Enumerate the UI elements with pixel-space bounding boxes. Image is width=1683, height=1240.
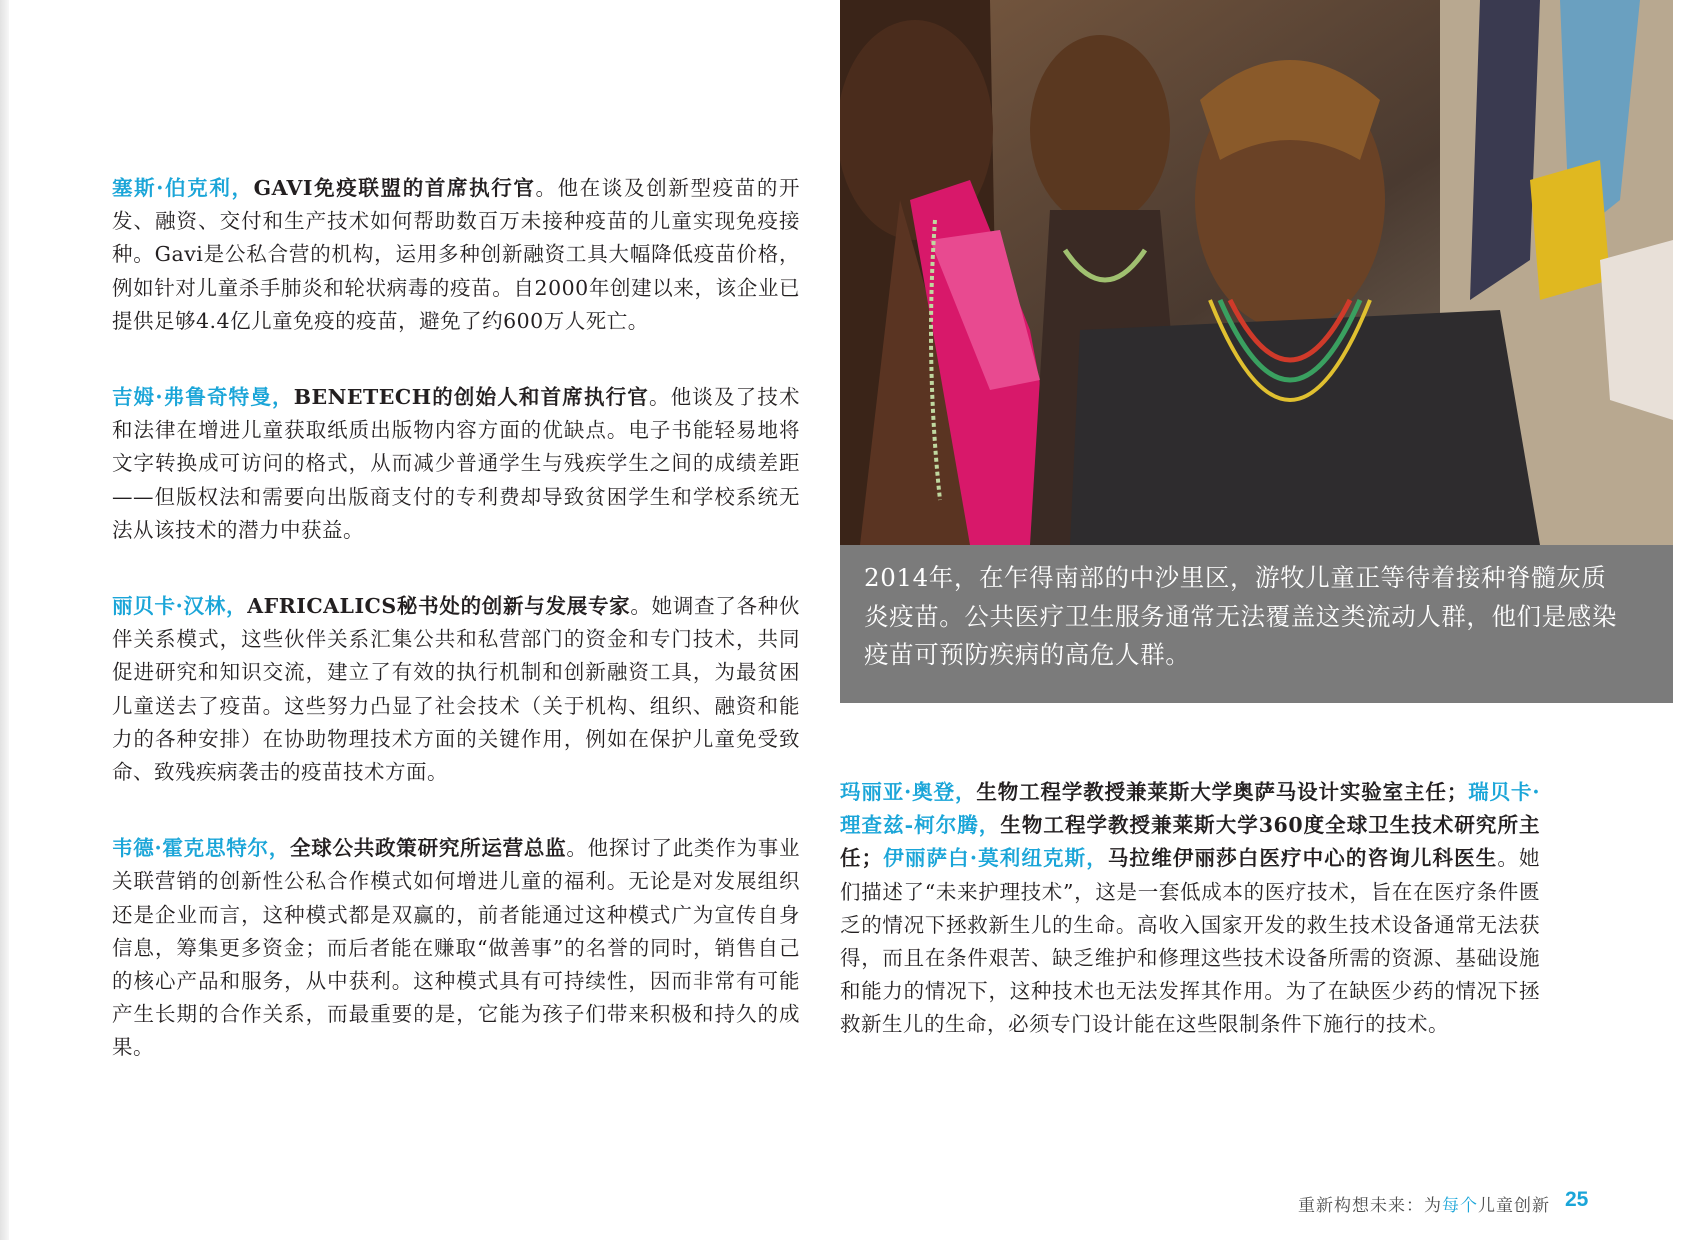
paragraph-maria-oden (840, 776, 1540, 1042)
person-role: AFRICALICS秘书处的创新与发展专家 (247, 594, 631, 619)
paragraph-text: 。她调查了各种伙伴关系模式，这些伙伴关系汇集公共和私营部门的资金和专门技术，共同促进研究和知识交流，建立了有效的执行机制和创新融资工具，为最贫困儿童送去了疫苗。这些努力凸显了社会技术（关于机构、组织、融资和能力的各种安排）在协助物理技术方面的关键作用，例如在保护儿童免受致命、致残疾病袭击的疫苗技术方面。 (112, 594, 801, 785)
paragraph-seth-berkley (112, 172, 800, 338)
running-footer (1298, 1191, 1550, 1216)
paragraph-rebecca-hanlin (112, 590, 800, 789)
person-name: 伊丽萨白·莫利纽克斯， (882, 846, 1108, 871)
person-role: GAVI免疫联盟的首席执行官 (253, 176, 536, 200)
paragraph-text: 。他在谈及创新型疫苗的开发、融资、交付和生产技术如何帮助数百万未接种疫苗的儿童实现免疫接种。Gavi是公私合营的机构，运用多种创新融资工具大幅降低疫苗价格，例如针对儿童杀手肺炎和轮状病毒的疫苗。自2000年创建以来，该企业已提供足够4.4亿儿童免疫的疫苗，避免了约600万人死亡。 (112, 176, 801, 333)
children-photo (840, 0, 1673, 545)
paragraph-jim-fruchterman (112, 381, 800, 547)
page-number: 25 (1565, 1188, 1589, 1211)
person-name: 韦德·霍克思特尔， (112, 836, 290, 861)
left-text-column (112, 172, 800, 1108)
person-name: 吉姆·弗鲁奇特曼， (112, 385, 294, 410)
person-name: 塞斯·伯克利， (112, 176, 254, 200)
footer-title-start: 重新构想未来：为 (1298, 1196, 1442, 1216)
paragraph-text: 。她们描述了“未来护理技术”，这是一套低成本的医疗技术，旨在在医疗条件匮乏的情况下拯救新生儿的生命。高收入国家开发的救生技术设备通常无法获得，而且在条件艰苦、缺乏维护和修理这些技术设备所需的资源、基础设施和能力的情况下，这种技术也无法发挥其作用。为了在缺医少药的情况下拯救新生儿的生命，必须专门设计能在这些限制条件下施行的技术。 (840, 846, 1541, 1037)
person-role: 全球公共政策研究所运营总监 (290, 836, 567, 861)
right-text-column (840, 776, 1540, 1085)
person-name: 瑞贝卡·理查兹-柯尔腾， (840, 780, 1541, 838)
page-edge-shadow (0, 0, 9, 1240)
person-role: 马拉维伊丽莎白医疗中心的咨询儿科医生 (1107, 846, 1498, 871)
photo-caption: 2014年，在乍得南部的中沙里区，游牧儿童正等待着接种脊髓灰质炎疫苗。公共医疗卫生服务通常无法覆盖这类流动人群，他们是感染疫苗可预防疾病的高危人群。 (840, 545, 1673, 703)
footer-title-end: 儿童创新 (1478, 1196, 1550, 1216)
paragraph-wade-hoxtell (112, 832, 800, 1064)
paragraph-text: 。他谈及了技术和法律在增进儿童获取纸质出版物内容方面的优缺点。电子书能轻易地将文字转换成可访问的格式，从而减少普通学生与残疾学生之间的成绩差距——但版权法和需要向出版商支付的专利费却导致贫困学生和学校系统无法从该技术的潜力中获益。 (112, 385, 800, 542)
person-name: 丽贝卡·汉林， (112, 594, 248, 619)
footer-title-highlight: 每个 (1442, 1196, 1478, 1216)
person-role: BENETECH的创始人和首席执行官 (293, 385, 649, 410)
person-role: 生物工程学教授兼莱斯大学奥萨马设计实验室主任； (976, 780, 1468, 804)
person-role: 生物工程学教授兼莱斯大学360度全球卫生技术研究所主任； (840, 813, 1540, 871)
person-name: 玛丽亚·奥登， (840, 780, 977, 804)
paragraph-text: 。他探讨了此类作为事业关联营销的创新性公私合作模式如何增进儿童的福利。无论是对发展组织还是企业而言，这种模式都是双赢的，前者能通过这种模式广为宣传自身信息，筹集更多资金；而后者能在赚取“做善事”的名誉的同时，销售自己的核心产品和服务，从中获利。这种模式具有可持续性，因而非常有可能产生长期的合作关系，而最重要的是，它能为孩子们带来积极和持久的成果。 (112, 836, 801, 1060)
